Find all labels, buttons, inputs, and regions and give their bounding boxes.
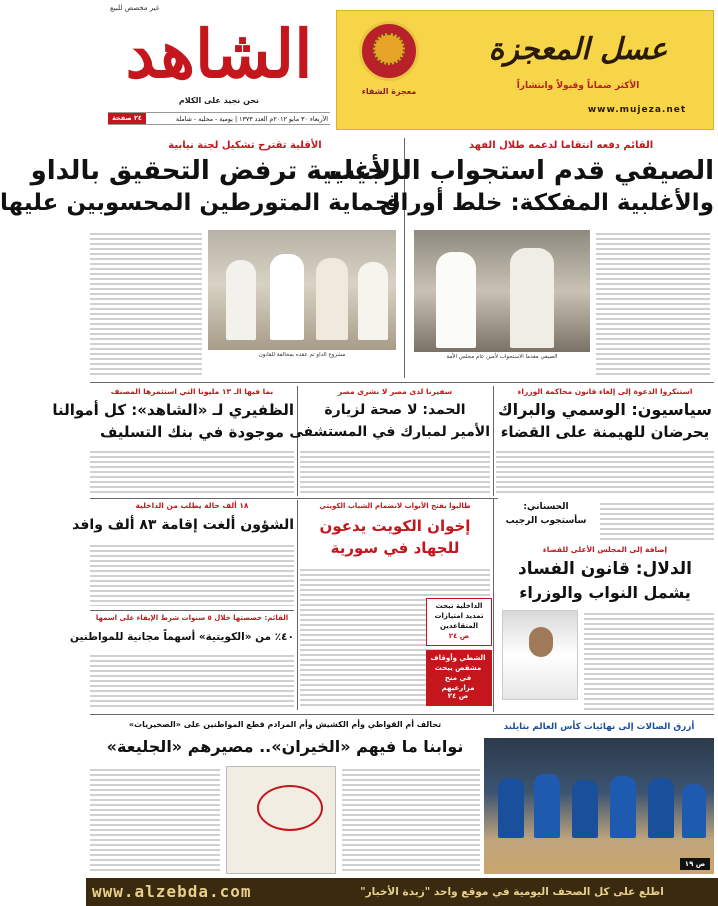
- row-divider: [90, 610, 294, 611]
- dallal-portrait: [502, 610, 578, 700]
- story-dallal-headline-1: الدلال: قانون الفساد: [518, 559, 692, 579]
- story-shoun-headline: الشؤون ألغت إقامة ٨٣ ألف وافد: [72, 517, 294, 533]
- story-ikhwan-headline-1: إخوان الكويت يدعون: [319, 517, 471, 535]
- story-hamad[interactable]: [289, 386, 490, 496]
- news-box-awqaf-text: الشطي وأوقاف مشقص يبحث في منح مزارعيهم: [430, 654, 486, 692]
- side-hasnani-sub: سأستجوب الرجيب: [505, 516, 587, 526]
- story-hamad-body: [300, 448, 490, 494]
- story-shoun[interactable]: [72, 500, 294, 608]
- story-shoun-kicker: ١٨ ألف حالة يطلب من الداخلية: [135, 501, 249, 510]
- row-divider: [90, 714, 714, 715]
- player-figure: [648, 778, 674, 838]
- ad-tagline: الأكثر ضماناً وقبولاً وانتشاراً: [516, 81, 640, 91]
- story-khiran-kicker: تحالف أم القواطي وأم الكشيش وأم المرادم قطع المواطنين على «الصخيريات»: [128, 720, 442, 729]
- row-divider: [90, 498, 498, 499]
- news-box-retirees[interactable]: [426, 598, 492, 646]
- news-box-retirees-page: ص ٢٤: [448, 632, 470, 640]
- story-khiran-body: [90, 766, 220, 874]
- masthead-slogan: نحن نجيد على الكلام: [178, 96, 260, 105]
- news-box-awqaf[interactable]: [426, 650, 492, 706]
- story-dhafiri-body: [90, 448, 294, 494]
- news-box-awqaf-page: ص ٢٤: [447, 692, 469, 700]
- ad-url[interactable]: www.mujeza.net: [587, 105, 687, 115]
- story-ikhwan-kicker: طالبوا بفتح الأبواب لانضمام الشباب الكويتي: [319, 502, 471, 510]
- masthead-logo-block: [108, 12, 330, 132]
- story-hamad-headline-1: الحمد: لا صحة لزيارة: [324, 402, 466, 418]
- story-saifi-headline-1: الصيفي قدم استجواب الرجيب: [328, 156, 714, 186]
- masthead-date-bar: [108, 112, 330, 125]
- story-dhafiri-headline-1: الظفيري لـ «الشاهد»: كل أموالنا: [52, 401, 294, 419]
- story-kuwaiti-shares-kicker: القائم: خصصتها خلال ٥ سنوات شرط الإيفاء على اسمها: [95, 614, 289, 622]
- ad-seal-text: معجزة الشفاء: [361, 87, 417, 96]
- column-divider: [493, 498, 494, 712]
- player-figure: [498, 778, 524, 838]
- story-wasmi[interactable]: [496, 386, 714, 496]
- story-hamad-kicker: سفيرنا لدى مصر لا نشرى مصر: [337, 387, 453, 396]
- player-figure: [572, 780, 598, 838]
- story-shoun-body: [90, 542, 294, 606]
- side-hasnani-body: [600, 500, 714, 540]
- story-wasmi-body: [496, 448, 714, 494]
- side-hasnani[interactable]: [496, 500, 714, 542]
- story-khiran-body-2: [342, 766, 480, 874]
- story-saifi-headline-2: والأغلبية المفككة: خلط أوراق: [379, 190, 714, 216]
- player-figure: [682, 784, 706, 838]
- story-kuwaiti-shares[interactable]: [70, 612, 294, 710]
- photo-figure: [270, 254, 304, 340]
- story-ikhwan-headline-2: للجهاد في سورية: [330, 539, 460, 557]
- footer-banner[interactable]: [86, 878, 718, 906]
- story-dallal[interactable]: [496, 544, 714, 714]
- story-kuwaiti-shares-headline: ٤٠٪ من «الكويتية» أسهماً مجانية للمواطنين: [70, 631, 294, 643]
- ad-brand: عسل المعجزة: [488, 32, 668, 67]
- story-dallal-body: [584, 610, 714, 710]
- player-figure: [534, 774, 560, 838]
- photo-figure: [226, 260, 256, 340]
- row-divider: [90, 382, 714, 383]
- story-dhafiri-headline-2: موجودة في بنك التسليف: [99, 423, 285, 441]
- player-figure: [610, 776, 636, 838]
- sports-page-ref: ص ١٩: [680, 858, 710, 870]
- story-saifi[interactable]: [328, 138, 714, 378]
- story-wasmi-headline-1: سياسيون: الوسمي والبراك: [497, 400, 712, 419]
- story-daw-body: [90, 230, 202, 376]
- map-highlight-circle: [257, 785, 323, 831]
- story-daw-photo: [208, 230, 396, 350]
- story-daw-caption: مشروع الداو تم عقده بمخالفة للقانون: [258, 352, 346, 358]
- story-daw-headline-1: الأغلبية ترفض التحقيق بالداو: [30, 156, 400, 186]
- page-count-badge: ٢٤ صفحة: [108, 113, 146, 124]
- story-khiran-headline: نوابنا ما فيهم «الخيران».. مصيرهم «الجليعة»: [106, 737, 464, 756]
- photo-figure: [358, 262, 388, 340]
- story-kuwaiti-shares-body: [90, 652, 294, 708]
- honey-ad[interactable]: [336, 10, 714, 130]
- story-daw-headline-2: لحماية المتورطين المحسوبين عليها: [0, 190, 400, 216]
- story-dallal-kicker: إضافة إلى المجلس الأعلى للقضاء: [542, 545, 668, 554]
- story-dhafiri[interactable]: [52, 386, 294, 496]
- story-dallal-headline-2: يشمل النواب والوزراء: [519, 583, 691, 602]
- story-wasmi-kicker: استنكروا الدعوة إلى إلغاء قانون محاكمة الوزراء: [517, 387, 693, 396]
- story-saifi-caption: الصيفي مقدما الاستجواب لأمين عام مجلس الأمة: [446, 354, 558, 360]
- footer-url[interactable]: www.alzebda.com: [92, 882, 252, 901]
- column-divider: [297, 500, 298, 710]
- story-hamad-headline-2: الأمير لمبارك في المستشفى: [289, 424, 490, 440]
- sports-headline: أزرق الصالات إلى نهائيات كأس العالم بتايلند: [503, 722, 695, 732]
- photo-figure: [510, 248, 554, 348]
- story-khiran[interactable]: [90, 718, 480, 876]
- photo-figure: [436, 252, 476, 348]
- photo-figure: [316, 258, 348, 340]
- column-divider: [493, 386, 494, 496]
- news-box-retirees-text: الداخلية تبحث تمديد امتيازات المتقاعدين: [434, 602, 484, 630]
- story-saifi-photo: [414, 230, 590, 352]
- sports-block[interactable]: [484, 718, 714, 876]
- masthead-logo: الشاهد: [125, 15, 313, 93]
- story-wasmi-headline-2: يحرضان للهيمنة على القضاء: [500, 423, 710, 441]
- not-for-sale-label: غير مخصص للبيع: [110, 4, 160, 12]
- story-daw-kicker: الأقلية تقترح تشكيل لجنة نيابية: [168, 140, 322, 151]
- masthead: [90, 2, 714, 134]
- story-saifi-body: [596, 230, 710, 376]
- side-hasnani-name: الحسناني:: [523, 502, 569, 512]
- masthead-date: الأربعاء ٣٠ مايو ٢٠١٢م العدد ١٣٧٣ | يومية - محلية - شاملة: [175, 116, 328, 123]
- portrait-face: [529, 627, 553, 657]
- story-saifi-kicker: القائم دفعه انتقاما لدعمه طلال الفهد: [468, 140, 654, 151]
- honeycomb-icon: [373, 33, 405, 65]
- sports-photo: [484, 738, 714, 874]
- story-khiran-map: [226, 766, 336, 874]
- story-dhafiri-kicker: بما فيها الـ ١٣ مليونا التي استثمرها المصنف: [110, 387, 274, 396]
- footer-text: اطلع على كل الصحف اليومية في موقع واحد "زبدة الأخبار": [360, 886, 664, 898]
